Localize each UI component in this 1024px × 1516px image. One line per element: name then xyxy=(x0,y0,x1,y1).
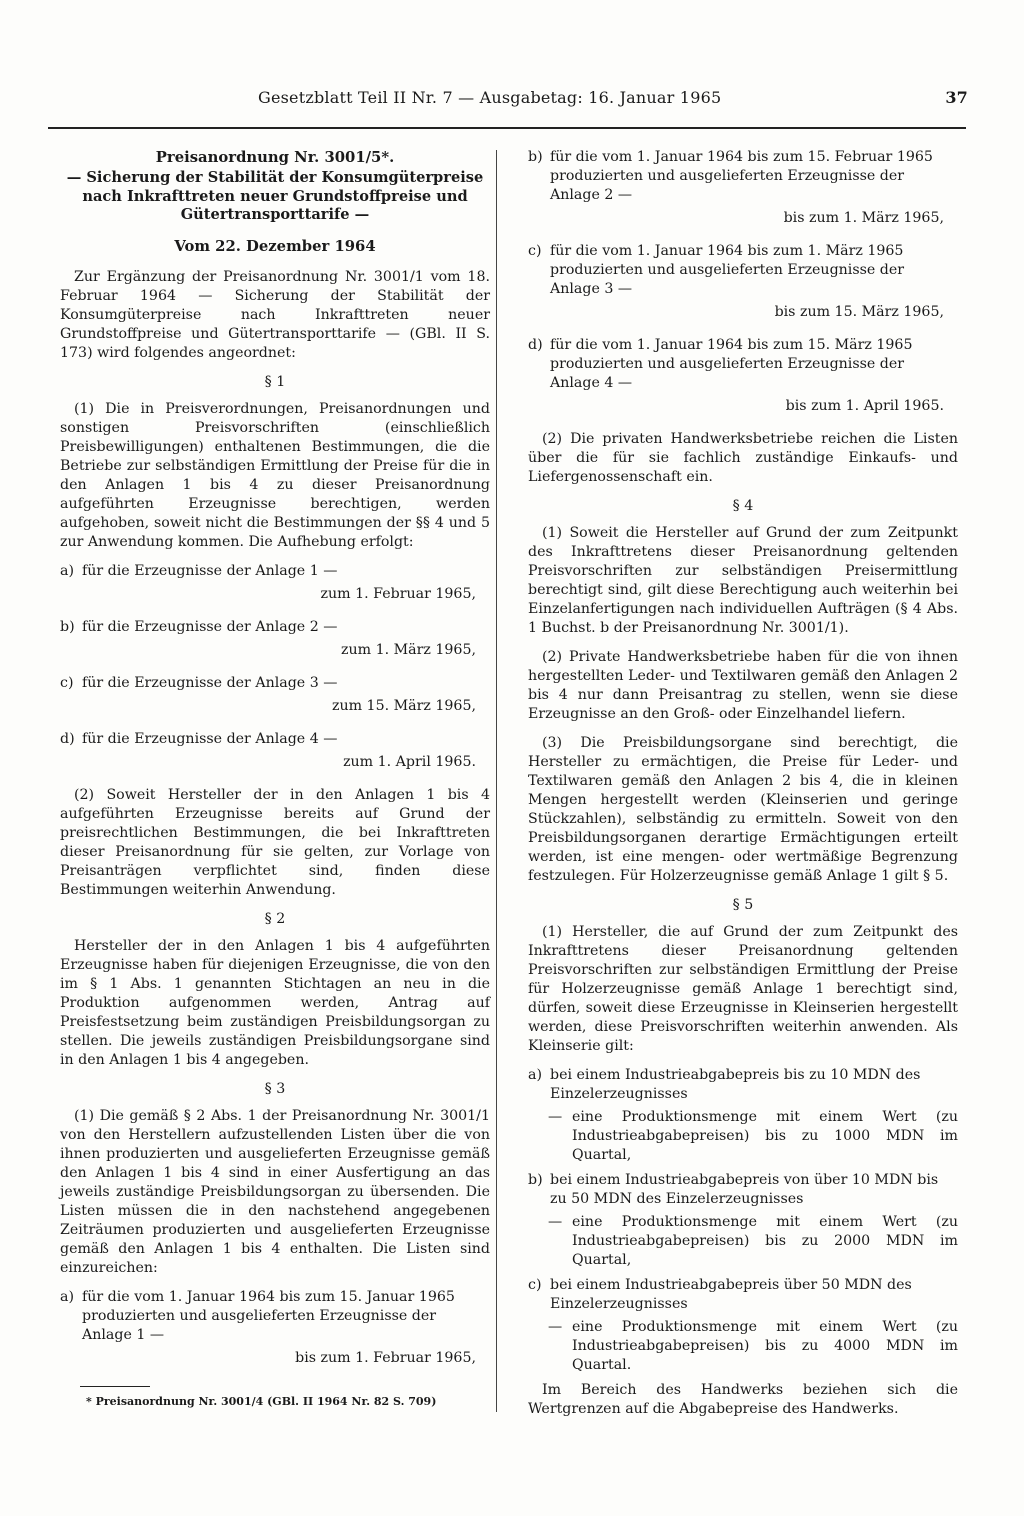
list-item: a) bei einem Industrieabgabepreis bis zu 10 MDN des Einzelerzeugnisses xyxy=(528,1067,921,1102)
list-item: c) für die Erzeugnisse der Anlage 3 — xyxy=(60,674,338,691)
page-header xyxy=(258,88,968,107)
list-item-date: bis zum 1. März 1965, xyxy=(783,210,944,226)
ordinance-subtitle: — Sicherung der Stabilität der Konsumgüterpreise nach Inkrafttreten neuer Grundstoffpreise und Gütertransporttarife — xyxy=(66,169,484,223)
footnote: * Preisanordnung Nr. 3001/4 (GBl. II 1964 Nr. 82 S. 709) xyxy=(86,1395,437,1408)
ordinance-title: Preisanordnung Nr. 3001/5*. xyxy=(155,149,395,166)
list-item: d) für die vom 1. Januar 1964 bis zum 15. März 1965 produzierten und ausgelieferten Erzeugnisse der Anlage 4 — xyxy=(528,337,913,391)
footnote-rule xyxy=(80,1386,150,1387)
running-title: Gesetzblatt Teil II Nr. 7 — Ausgabetag: 16. Januar 1965 xyxy=(258,88,722,107)
section-4-paragraph-2: (2) Private Handwerksbetriebe haben für die von ihnen hergestellten Leder- und Textilwaren gemäß den Anlagen 2 bis 4 nur dann Preisantrag zu stellen, wenn sie diese Erzeugnisse an den Groß- oder Einzelhandel liefern. xyxy=(528,649,958,722)
dash-item: — eine Produktionsmenge mit einem Wert (zu Industrieabgabepreisen) bis zu 4000 MDN im Quartal. xyxy=(548,1319,958,1373)
intro-paragraph: Zur Ergänzung der Preisanordnung Nr. 3001/1 vom 18. Februar 1964 — Sicherung der Stabilität der Konsumgüterpreise nach Inkrafttreten neuer Grundstoffpreise und Gütertransporttarife — (GBl. II S. 173) wird folgendes angeordnet: xyxy=(60,268,490,361)
column-divider xyxy=(496,150,497,1412)
header-rule xyxy=(48,127,966,129)
ordinance-date: Vom 22. Dezember 1964 xyxy=(174,237,376,255)
list-item: a) für die Erzeugnisse der Anlage 1 — xyxy=(60,562,338,579)
list-item: b) für die Erzeugnisse der Anlage 2 — xyxy=(60,618,338,635)
right-column xyxy=(528,148,958,1419)
list-item: d) für die Erzeugnisse der Anlage 4 — xyxy=(60,730,338,747)
list-item: b) bei einem Industrieabgabepreis von über 10 MDN bis zu 50 MDN des Einzelerzeugnisses xyxy=(528,1172,939,1207)
list-item-date: zum 15. März 1965, xyxy=(331,697,476,714)
dash-item: — eine Produktionsmenge mit einem Wert (zu Industrieabgabepreisen) bis zu 1000 MDN im Quartal, xyxy=(548,1109,958,1163)
section-1-paragraph-1: (1) Die in Preisverordnungen, Preisanordnungen und sonstigen Preisvorschriften (einschließlich Preisbewilligungen) enthaltenen Bestimmungen, die die Betriebe zur selbständigen Ermittlung der Preise für die in den Anlagen 1 bis 4 zu dieser Preisanordnung aufgeführten Erzeugnisse berechtigen, werden aufgehoben, soweit nicht die Bestimmungen der §§ 4 und 5 zur Anwendung kommen. Die Aufhebung erfolgt: xyxy=(60,400,490,550)
list-item: b) für die vom 1. Januar 1964 bis zum 15. Februar 1965 produzierten und ausgelieferten Erzeugnisse der Anlage 2 — xyxy=(528,149,933,203)
section-4-paragraph-1: (1) Soweit die Hersteller auf Grund der zum Zeitpunkt des Inkrafttretens dieser Preisanordnung geltenden Preisvorschriften zur selbständigen Preisermittlung berechtigt sind, gilt diese Berechtigung auch weiterhin bei Einzelanfertigungen nach individuellen Aufträgen (§ 4 Abs. 1 Buchst. b der Preisanordnung Nr. 3001/1). xyxy=(528,525,958,636)
section-2-paragraph-1: Hersteller der in den Anlagen 1 bis 4 aufgeführten Erzeugnisse haben für diejenigen Erzeugnisse, die von den im § 1 Abs. 1 genannten Stichtagen an neu in die Produktion aufgenommen werden, Antrag auf Preisfestsetzung beim zuständigen Preisbildungsorgan zu stellen. Die jeweils zuständigen Preisbildungsorgane sind in den Anlagen 1 bis 4 angegeben. xyxy=(60,937,490,1068)
section-5-paragraph-1: (1) Hersteller, die auf Grund der zum Zeitpunkt des Inkrafttretens dieser Preisanordnung geltenden Preisvorschriften zur selbständigen Ermittlung der Preise für Holzerzeugnisse gemäß Anlage 1 berechtigt sind, dürfen, soweit diese Erzeugnisse in Kleinserien hergestellt werden, diese Preisvorschriften weiterhin anwenden. Als Kleinserie gilt: xyxy=(528,924,958,1054)
page-number: 37 xyxy=(945,88,968,107)
list-item-date: zum 1. Februar 1965, xyxy=(320,585,476,602)
list-item-date: bis zum 1. April 1965. xyxy=(785,398,944,414)
section-3-heading: § 3 xyxy=(264,1080,286,1097)
section-3-paragraph-2: (2) Die privaten Handwerksbetriebe reichen die Listen über die für sie fachlich zuständige Einkaufs- und Liefergenossenschaft ein. xyxy=(528,431,958,485)
section-4-paragraph-3: (3) Die Preisbildungsorgane sind berechtigt, die Hersteller zu ermächtigen, die Preise für Leder- und Textilwaren gemäß den Anlagen 2 bis 4, die in kleinen Mengen hergestellt werden (Kleinserien und geringe Stückzahlen), selbständig zu ermitteln. Soweit von den Preisbildungsorganen derartige Ermächtigungen erteilt werden, ist eine mengen- oder wertmäßige Begrenzung festzulegen. Für Holzerzeugnisse gemäß Anlage 1 gilt § 5. xyxy=(528,735,958,884)
section-1-heading: § 1 xyxy=(264,373,286,390)
list-item-date: zum 1. April 1965. xyxy=(343,753,476,770)
list-item: a) für die vom 1. Januar 1964 bis zum 15. Januar 1965 produzierten und ausgelieferten Erzeugnisse der Anlage 1 — xyxy=(60,1288,455,1343)
section-4-heading: § 4 xyxy=(732,498,754,514)
section-1-paragraph-2: (2) Soweit Hersteller der in den Anlagen 1 bis 4 aufgeführten Erzeugnisse bereits auf Grund der preisrechtlichen Bestimmungen, die bei Inkrafttreten dieser Preisanordnung für sie gelten, zur Vorlage von Preisanträgen verpflichtet sind, finden diese Bestimmungen weiterhin Anwendung. xyxy=(60,786,490,898)
left-column xyxy=(60,148,490,1382)
list-item-date: bis zum 15. März 1965, xyxy=(774,304,944,320)
section-2-heading: § 2 xyxy=(264,910,286,927)
section-5-paragraph-2: Im Bereich des Handwerks beziehen sich die Wertgrenzen auf die Abgabepreise des Handwerks. xyxy=(528,1382,958,1417)
list-item-date: bis zum 1. Februar 1965, xyxy=(295,1349,476,1366)
list-item: c) bei einem Industrieabgabepreis über 50 MDN des Einzelerzeugnisses xyxy=(528,1277,912,1312)
section-3-paragraph-1: (1) Die gemäß § 2 Abs. 1 der Preisanordnung Nr. 3001/1 von den Herstellern aufzustellenden Listen über die von ihnen produzierten und ausgelieferten Erzeugnisse gemäß den Anlagen 1 bis 4 sind in einer Ausfertigung an das jeweils zuständige Preisbildungsorgan zu übersenden. Die Listen müssen die in den nachstehend angegebenen Zeiträumen produzierten und ausgelieferten Erzeugnisse gemäß den Anlagen 1 bis 4 enthalten. Die Listen sind einzureichen: xyxy=(60,1107,490,1276)
list-item: c) für die vom 1. Januar 1964 bis zum 1. März 1965 produzierten und ausgelieferten Erzeugnisse der Anlage 3 — xyxy=(528,243,905,297)
list-item-date: zum 1. März 1965, xyxy=(341,641,476,658)
dash-item: — eine Produktionsmenge mit einem Wert (zu Industrieabgabepreisen) bis zu 2000 MDN im Quartal, xyxy=(548,1214,958,1268)
section-5-heading: § 5 xyxy=(732,897,754,913)
